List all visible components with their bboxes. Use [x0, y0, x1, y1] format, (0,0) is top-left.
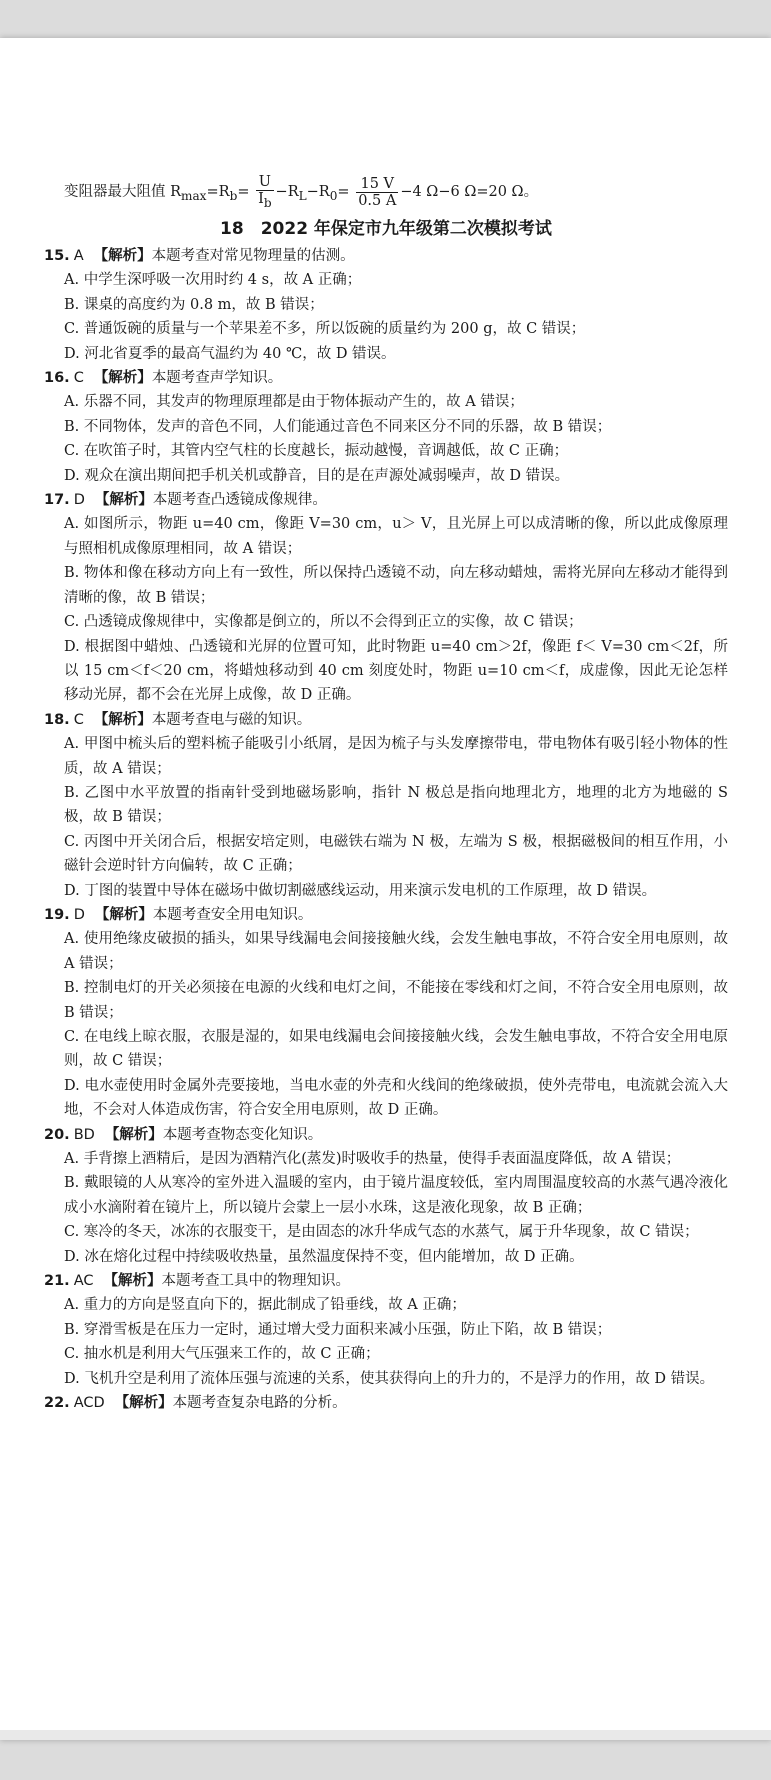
formula-sub: b: [263, 195, 272, 210]
analysis-tag: 【解析】: [93, 710, 152, 728]
question-number: 18.: [44, 711, 70, 728]
option-explanation: C. 寒冷的冬天，冰冻的衣服变干，是由固态的冰升华成气态的水蒸气，属于升华现象，故 C 错误；: [64, 1224, 699, 1241]
option-explanation: B. 物体和像在移动方向上有一致性，所以保持凸透镜不动，向左移动蜡烛，需将光屏向左移动才能得到清晰的像，故 B 错误；: [64, 565, 728, 606]
formula-part: =: [337, 184, 350, 200]
question-header: [44, 708, 728, 732]
question-intro: 本题考查复杂电路的分析。: [172, 1395, 347, 1412]
option-explanation: A. 如图所示，物距 u=40 cm，像距 V=30 cm，u＞ V，且光屏上可以成清晰的像，所以此成像原理与照相机成像原理相同，故 A 错误；: [64, 516, 728, 557]
analysis-tag: 【解析】: [94, 905, 153, 923]
formula-sub: 0: [329, 188, 338, 203]
question-answer: D: [73, 492, 85, 509]
option-explanation: B. 戴眼镜的人从寒冷的室外进入温暖的室内，由于镜片温度较低，室内周围温度较高的水蒸气遇冷液化成小水滴附着在镜片上，所以镜片会蒙上一层小水珠，这是液化现象，故 B 正确；: [64, 1175, 728, 1216]
fraction-denominator: [256, 191, 273, 211]
question-block: [44, 1269, 728, 1391]
option-explanation: A. 手背擦上酒精后，是因为酒精汽化(蒸发)时吸收手的热量，使得手表面温度降低，故 A 错误；: [64, 1151, 681, 1168]
formula-sub: b: [229, 188, 238, 203]
question-number: 16.: [44, 370, 70, 387]
option-explanation: D. 丁图的装置中导体在磁场中做切割磁感线运动，用来演示发电机的工作原理，故 D 错误。: [64, 882, 657, 899]
question-intro: 本题考查工具中的物理知识。: [161, 1273, 350, 1290]
option-explanation: D. 飞机升空是利用了流体压强与流速的关系，使其获得向上的升力的，不是浮力的作用，故 D 错误。: [64, 1370, 715, 1387]
question-block: [44, 903, 728, 1123]
option-explanation: C. 抽水机是利用大气压强来工作的，故 C 正确；: [64, 1346, 380, 1363]
fraction-voltage-over-current: [356, 176, 398, 209]
fraction-numerator: 15 V: [356, 176, 398, 193]
analysis-tag: 【解析】: [93, 247, 152, 264]
formula-line: [44, 170, 728, 214]
fraction-u-over-i: [256, 174, 273, 211]
question-answer: C: [73, 370, 84, 387]
formula-sub: L: [298, 188, 307, 203]
document-page: [0, 38, 771, 1740]
question-header: [44, 244, 728, 268]
question-answer: A: [73, 248, 84, 264]
option-explanation: B. 课桌的高度约为 0.8 m，故 B 错误；: [64, 296, 324, 313]
analysis-tag: 【解析】: [94, 491, 153, 509]
question-list: [44, 244, 728, 1416]
question-number: 21.: [44, 1273, 70, 1290]
question-header: [44, 1391, 728, 1415]
answer-content: [44, 170, 728, 1416]
analysis-tag: 【解析】: [93, 369, 152, 387]
fraction-denominator-text: I: [258, 190, 264, 207]
option-explanation: C. 在吹笛子时，其管内空气柱的长度越长，振动越慢，音调越低，故 C 正确；: [64, 443, 569, 460]
analysis-tag: 【解析】: [103, 1272, 162, 1290]
option-explanation: C. 普通饭碗的质量与一个苹果差不多，所以饭碗的质量约为 200 g，故 C 错误；: [64, 321, 586, 338]
question-header: [44, 366, 728, 390]
question-number: 20.: [44, 1126, 70, 1143]
question-block: [44, 244, 728, 366]
question-header: [44, 1269, 728, 1293]
option-explanation: B. 穿滑雪板是在压力一定时，通过增大受力面积来减小压强，防止下陷，故 B 错误；: [64, 1321, 612, 1338]
question-block: [44, 366, 728, 488]
option-explanation: B. 控制电灯的开关必须接在电源的火线和电灯之间，不能接在零线和灯之间，不符合安全用电原则，故 B 错误；: [64, 980, 728, 1021]
option-explanation: D. 观众在演出期间把手机关机或静音，目的是在声源处减弱噪声，故 D 错误。: [64, 467, 570, 484]
option-explanation: A. 乐器不同，其发声的物理原理都是由于物体振动产生的，故 A 错误；: [64, 394, 524, 411]
question-intro: 本题考查电与磁的知识。: [151, 711, 312, 728]
question-number: 15.: [44, 248, 70, 264]
option-explanation: B. 乙图中水平放置的指南针受到地磁场影响，指针 N 极总是指向地理北方，地理的北方为地磁的 S 极，故 B 错误；: [64, 784, 728, 826]
option-explanation: C. 在电线上晾衣服，衣服是湿的，如果电线漏电会间接接触火线，会发生触电事故，不符合安全用电原则，故 C 错误；: [64, 1029, 728, 1070]
question-answer: ACD: [73, 1395, 105, 1412]
question-number: 19.: [44, 906, 70, 923]
question-block: [44, 1391, 728, 1415]
question-intro: 本题考查安全用电知识。: [152, 906, 313, 923]
question-answer: D: [73, 906, 85, 923]
question-header: [44, 488, 728, 512]
question-block: [44, 488, 728, 708]
question-answer: AC: [73, 1273, 94, 1290]
option-explanation: D. 河北省夏季的最高气温约为 40 ℃，故 D 错误。: [64, 345, 396, 362]
option-explanation: C. 凸透镜成像规律中，实像都是倒立的，所以不会得到正立的实像，故 C 错误；: [64, 614, 583, 631]
page-bottom-edge: [0, 1730, 771, 1740]
question-number: 17.: [44, 492, 70, 509]
question-intro: 本题考查物态变化知识。: [162, 1126, 323, 1143]
analysis-tag: 【解析】: [104, 1125, 163, 1143]
formula-suffix: −4 Ω−6 Ω=20 Ω。: [400, 184, 539, 200]
formula-part: =: [237, 184, 250, 200]
analysis-tag: 【解析】: [114, 1394, 173, 1412]
option-explanation: A. 中学生深呼吸一次用时约 4 s，故 A 正确；: [64, 272, 362, 289]
section-title: 18 2022 年保定市九年级第二次模拟考试: [220, 219, 552, 239]
option-explanation: C. 丙图中开关闭合后，根据安培定则，电磁铁右端为 N 极，左端为 S 极，根据磁极间的相互作用，小磁针会逆时针方向偏转，故 C 正确；: [64, 833, 728, 875]
formula-sub: max: [181, 188, 207, 203]
option-explanation: D. 冰在熔化过程中持续吸收热量，虽然温度保持不变，但内能增加，故 D 正确。: [64, 1248, 584, 1265]
option-explanation: B. 不同物体，发声的音色不同，人们能通过音色不同来区分不同的乐器，故 B 错误；: [64, 418, 612, 435]
formula-prefix: 变阻器最大阻值 R: [64, 184, 182, 200]
fraction-denominator: 0.5 A: [358, 192, 397, 209]
option-explanation: A. 使用绝缘皮破损的插头，如果导线漏电会间接接触火线，会发生触电事故，不符合安全用电原则，故 A 错误；: [64, 931, 728, 972]
question-block: [44, 1123, 728, 1269]
formula-part: −R: [275, 184, 299, 200]
question-intro: 本题考查对常见物理量的估测。: [151, 248, 355, 264]
question-header: [44, 1123, 728, 1147]
option-explanation: D. 根据图中蜡烛、凸透镜和光屏的位置可知，此时物距 u=40 cm＞2f，像距 f＜ V=30 cm＜2f，所以 15 cm＜f＜20 cm，将蜡烛移动到 40 cm 刻度处时，物距 u=10 cm＜f，成虚像，因此无论怎样移动光屏，都不会在光屏上成像，故 D 正确。: [64, 638, 728, 704]
formula-part: =R: [206, 184, 230, 200]
fraction-numerator: U: [256, 174, 273, 191]
question-intro: 本题考查声学知识。: [151, 370, 283, 387]
question-intro: 本题考查凸透镜成像规律。: [152, 492, 327, 509]
option-explanation: A. 重力的方向是竖直向下的，据此制成了铅垂线，故 A 正确；: [64, 1297, 466, 1314]
question-answer: BD: [73, 1126, 95, 1143]
option-explanation: A. 甲图中梳头后的塑料梳子能吸引小纸屑，是因为梳子与头发摩擦带电，带电物体有吸引轻小物体的性质，故 A 错误；: [64, 736, 728, 777]
question-header: [44, 903, 728, 927]
option-explanation: D. 电水壶使用时金属外壳要接地，当电水壶的外壳和火线间的绝缘破损，使外壳带电，电流就会流入大地，不会对人体造成伤害，符合安全用电原则，故 D 正确。: [64, 1077, 728, 1119]
question-answer: C: [73, 711, 84, 728]
question-block: [44, 708, 728, 903]
question-number: 22.: [44, 1395, 70, 1412]
formula-part: −R: [306, 184, 330, 200]
